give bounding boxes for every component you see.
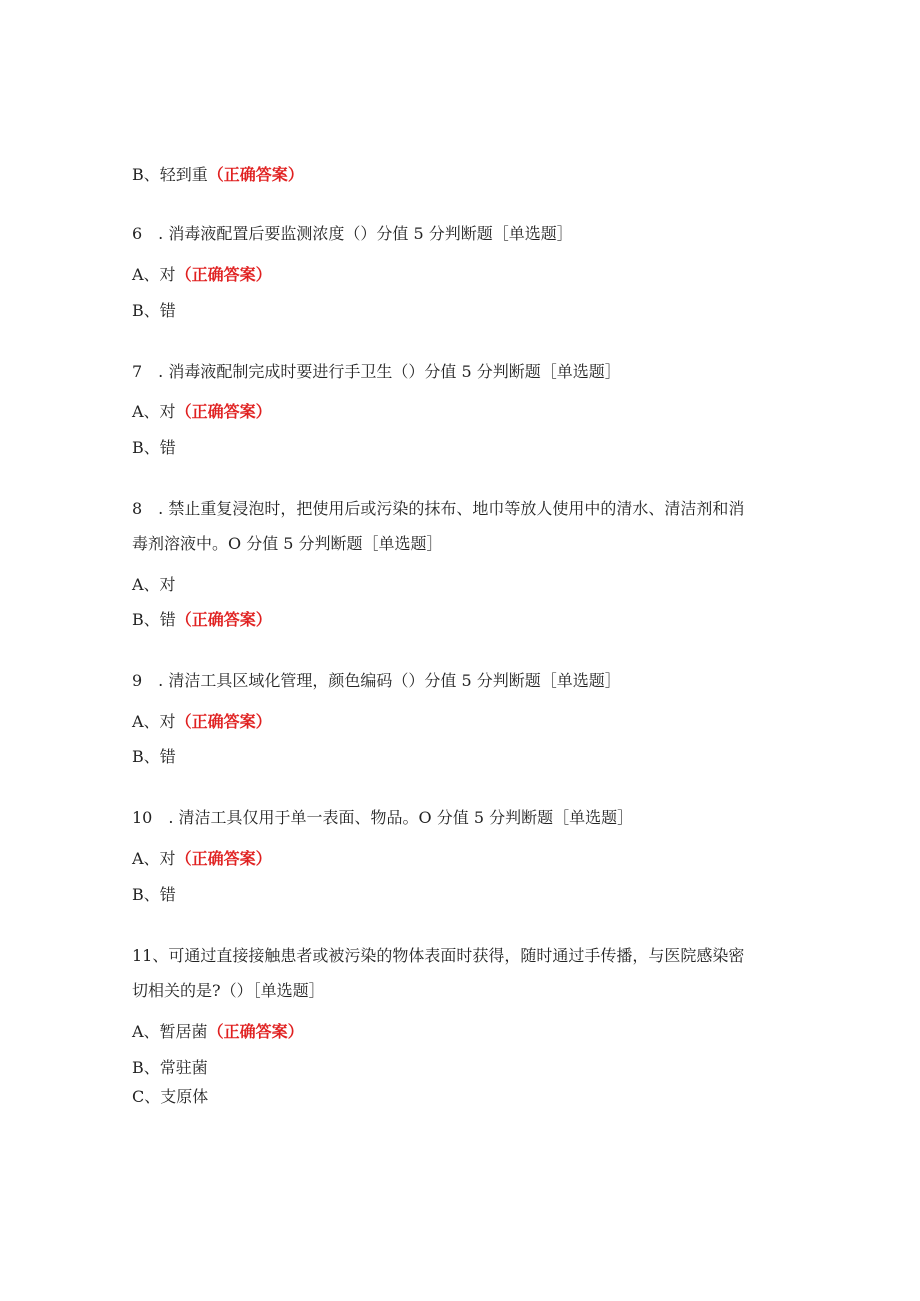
option-text: A、对 bbox=[132, 265, 176, 284]
question-text: 6 . 消毒液配置后要监测浓度（）分值 5 分判断题［单选题］ bbox=[132, 224, 573, 243]
question-text: 10 . 清洁工具仅用于单一表面、物品。O 分值 5 分判断题［单选题］ bbox=[132, 808, 634, 827]
option-text: A、对 bbox=[132, 712, 176, 731]
option-text: A、暂居菌 bbox=[132, 1022, 208, 1041]
question-11-continued bbox=[132, 981, 325, 1001]
option-text: C、支原体 bbox=[132, 1087, 209, 1106]
option-b-q11 bbox=[132, 1058, 208, 1078]
option-a-q7 bbox=[132, 402, 272, 422]
option-b-q9 bbox=[132, 747, 176, 767]
option-b-q7 bbox=[132, 438, 176, 458]
question-text: 7 . 消毒液配制完成时要进行手卫生（）分值 5 分判断题［单选题］ bbox=[132, 362, 621, 381]
question-8 bbox=[132, 499, 744, 519]
question-text: 毒剂溶液中。O 分值 5 分判断题［单选题］ bbox=[132, 534, 443, 553]
option-b-q5 bbox=[132, 165, 304, 185]
option-text: B、错 bbox=[132, 610, 176, 629]
option-a-q6 bbox=[132, 265, 272, 285]
question-8-continued bbox=[132, 534, 443, 554]
option-a-q8 bbox=[132, 575, 176, 595]
question-7 bbox=[132, 362, 621, 382]
option-b-q8 bbox=[132, 610, 272, 630]
option-a-q11 bbox=[132, 1022, 304, 1042]
correct-answer-tag: （正确答案） bbox=[207, 1022, 304, 1041]
option-a-q10 bbox=[132, 849, 272, 869]
option-b-q10 bbox=[132, 885, 176, 905]
option-text: A、对 bbox=[132, 402, 176, 421]
correct-answer-tag: （正确答案） bbox=[175, 712, 272, 731]
question-10 bbox=[132, 808, 633, 828]
correct-answer-tag: （正确答案） bbox=[175, 610, 272, 629]
question-text: 11、可通过直接接触患者或被污染的物体表面时获得，随时通过手传播，与医院感染密 bbox=[132, 946, 745, 965]
option-c-q11 bbox=[132, 1087, 208, 1107]
question-9 bbox=[132, 671, 621, 691]
option-text: B、错 bbox=[132, 747, 176, 766]
correct-answer-tag: （正确答案） bbox=[207, 165, 304, 184]
correct-answer-tag: （正确答案） bbox=[175, 849, 272, 868]
correct-answer-tag: （正确答案） bbox=[175, 402, 272, 421]
question-text: 9 . 清洁工具区域化管理，颜色编码（）分值 5 分判断题［单选题］ bbox=[132, 671, 621, 690]
option-text: B、错 bbox=[132, 885, 176, 904]
option-text: B、轻到重 bbox=[132, 165, 208, 184]
option-text: A、对 bbox=[132, 575, 176, 594]
question-6 bbox=[132, 224, 573, 244]
question-text: 8 . 禁止重复浸泡时，把使用后或污染的抹布、地巾等放人使用中的清水、清洁剂和消 bbox=[132, 499, 745, 518]
option-text: A、对 bbox=[132, 849, 176, 868]
option-b-q6 bbox=[132, 301, 176, 321]
option-text: B、错 bbox=[132, 438, 176, 457]
option-text: B、错 bbox=[132, 301, 176, 320]
option-text: B、常驻菌 bbox=[132, 1058, 208, 1077]
question-11 bbox=[132, 946, 744, 966]
option-a-q9 bbox=[132, 712, 272, 732]
correct-answer-tag: （正确答案） bbox=[175, 265, 272, 284]
question-text: 切相关的是?（）［单选题］ bbox=[132, 981, 325, 1000]
